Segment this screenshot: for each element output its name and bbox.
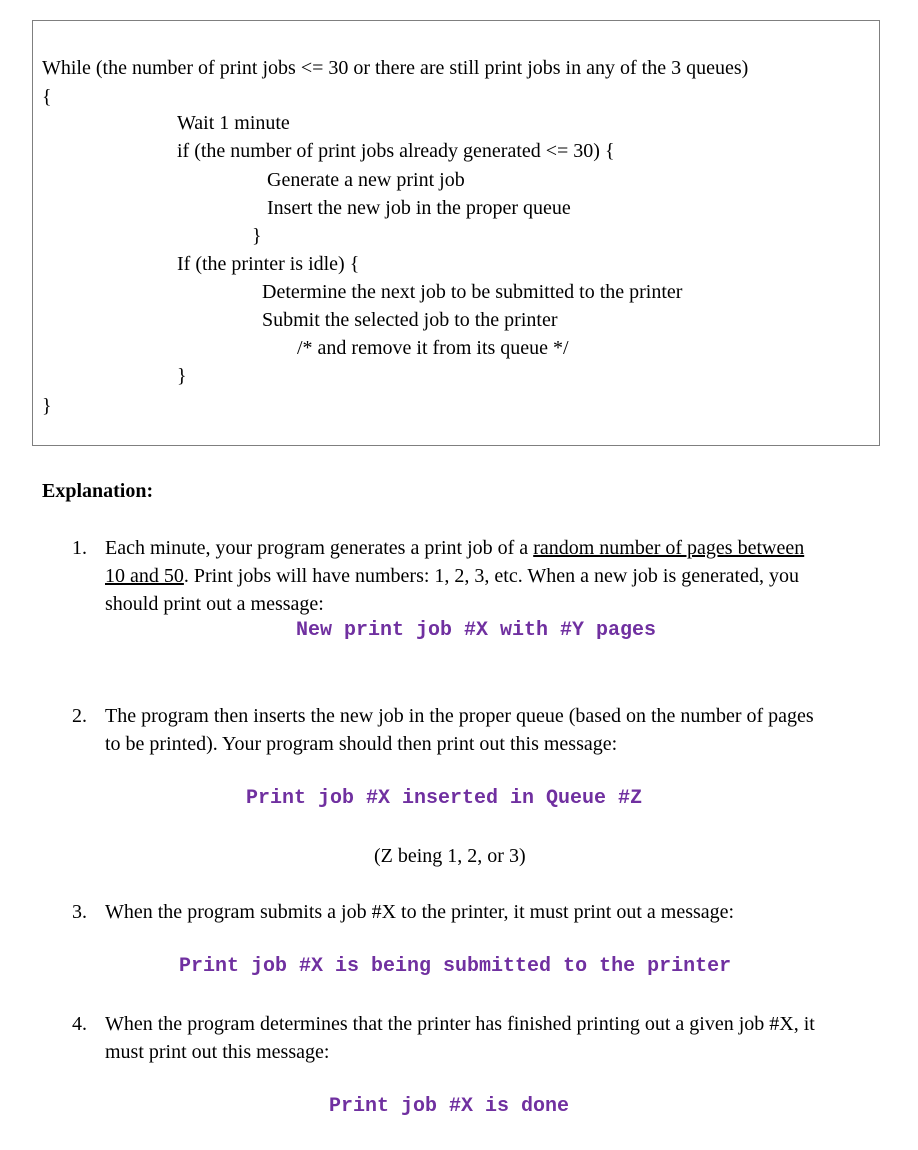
item-3-line-1: When the program submits a job #X to the printer, it must print out a message: <box>105 901 735 923</box>
pseudo-comment-line: /* and remove it from its queue */ <box>297 337 569 359</box>
item-1-text: Each minute, your program generates a print job of a <box>105 537 534 559</box>
pseudo-wait-line: Wait 1 minute <box>177 112 290 134</box>
item-4-line-2: must print out this message: <box>105 1041 330 1063</box>
item-number: 2. <box>72 705 87 727</box>
pseudo-close-brace-2: } <box>177 365 187 387</box>
item-number: 4. <box>72 1013 87 1035</box>
item-1-underlined-text: random number of pages between <box>533 537 805 559</box>
item-2-line-1: The program then inserts the new job in the proper queue (based on the number of pages <box>105 705 814 727</box>
code-being-submitted: Print job #X is being submitted to the printer <box>179 955 732 978</box>
pseudocode-box <box>32 20 880 446</box>
code-job-done: Print job #X is done <box>329 1095 570 1118</box>
item-1-text-cont: . Print jobs will have numbers: 1, 2, 3, etc. When a new job is generated, you <box>183 565 799 587</box>
pseudo-if-generated-line: if (the number of print jobs already generated <= 30) { <box>177 140 615 162</box>
code-inserted-in-queue: Print job #X inserted in Queue #Z <box>246 787 643 810</box>
code-new-print-job: New print job #X with #Y pages <box>296 619 657 642</box>
item-2-line-2: to be printed). Your program should then print out this message: <box>105 733 618 755</box>
pseudo-while-line: While (the number of print jobs <= 30 or there are still print jobs in any of the 3 queues) <box>42 57 749 79</box>
pseudo-insert-line: Insert the new job in the proper queue <box>267 197 571 219</box>
pseudo-open-brace: { <box>42 86 52 108</box>
pseudo-determine-line: Determine the next job to be submitted to the printer <box>262 281 683 303</box>
pseudo-submit-line: Submit the selected job to the printer <box>262 309 558 331</box>
item-1-line-1 <box>105 538 804 558</box>
pseudo-close-brace-1: } <box>252 225 262 247</box>
explanation-heading: Explanation: <box>42 480 154 502</box>
item-number: 1. <box>72 537 87 559</box>
item-1-line-2 <box>105 566 799 586</box>
pseudo-close-brace-outer: } <box>42 395 52 417</box>
item-4-line-1: When the program determines that the printer has finished printing out a given job #X, it <box>105 1013 815 1035</box>
item-2-note: (Z being 1, 2, or 3) <box>374 845 526 867</box>
pseudo-generate-line: Generate a new print job <box>267 169 465 191</box>
item-number: 3. <box>72 901 87 923</box>
item-1-underlined-range: 10 and 50 <box>105 565 184 587</box>
pseudo-if-idle-line: If (the printer is idle) { <box>177 253 360 275</box>
item-1-line-3: should print out a message: <box>105 593 324 615</box>
